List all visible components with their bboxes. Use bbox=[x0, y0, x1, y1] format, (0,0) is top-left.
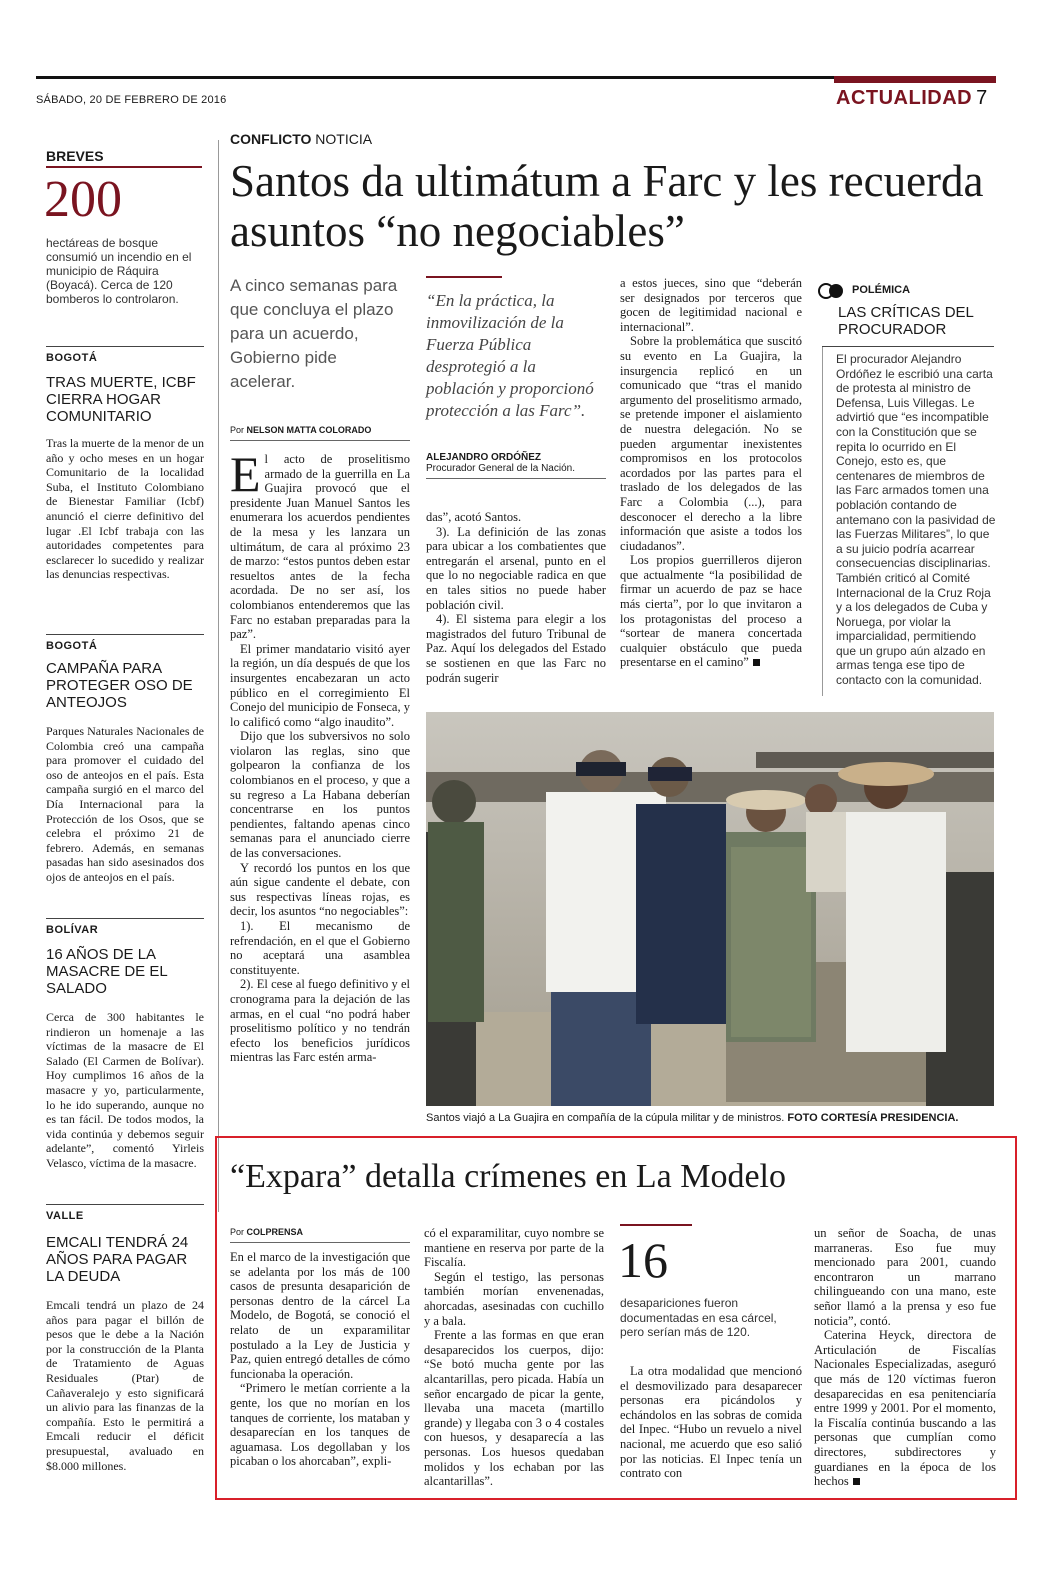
second-column-3 bbox=[620, 1364, 802, 1494]
brief-title: 16 AÑOS DE LA MASACRE DE EL SALADO bbox=[46, 946, 168, 997]
closing-text: Caterina Heyck, directora de Articulación de Fiscalías Nacionales Especializadas, aseguró que más de 120 víctimas fueron desaparecidas en esa penitenciaría entre 1999 y 2001. Por el momento, la Fiscalía continúa buscando a las personas que cumplían como directores, subdirectores y guardianes en la época de los hechos bbox=[814, 1328, 996, 1489]
article-paragraph: Según el testigo, las personas también morían envenenadas, ahorcadas, asesinadas con cuchillo y a bala. bbox=[424, 1269, 604, 1328]
end-mark bbox=[853, 1478, 860, 1485]
closing-text: Los propios guerrilleros dijeron que actualmente “la posibilidad de firmar un acuerdo de paz se hace más cierta”, por lo que invitaron a los protagonistas del proceso a “sortear de manera concertada cualquier obstáculo que pueda presentarse en el camino” bbox=[620, 553, 802, 670]
drop-cap: E bbox=[230, 452, 261, 502]
byline-rule bbox=[230, 1242, 410, 1243]
polemica-rule bbox=[822, 346, 994, 347]
quote-bottom-rule bbox=[426, 478, 606, 479]
quote-rule bbox=[426, 276, 502, 278]
caption-text: Santos viajó a La Guajira en compañía de la cúpula militar y de ministros. bbox=[426, 1112, 785, 1124]
article-paragraph: das”, acotó Santos. bbox=[426, 510, 522, 524]
polemica-label: POLÉMICA bbox=[852, 284, 911, 296]
brief-title: EMCALI TENDRÁ 24 AÑOS PARA PAGAR LA DEUDA bbox=[46, 1234, 189, 1285]
brief-title: CAMPAÑA PARA PROTEGER OSO DE ANTEOJOS bbox=[46, 660, 193, 711]
column-divider bbox=[218, 140, 219, 1212]
lead-text: l acto de proselitismo armado de la guerrilla en La Guajira provocó que el presidente Juan Manuel Santos les enumerara los acuerdos pendientes de la mesa y les lanzara un ultimátum, de cara al próximo 23 de marzo: “estos puntos deben estar resueltos antes de la fecha acordada. De no ser así, los colombianos entenderemos que las Farc no estaban preparadas para la paz”. bbox=[230, 452, 410, 642]
second-column-1 bbox=[230, 1250, 410, 1490]
brief-rule bbox=[46, 918, 204, 919]
brief-location: VALLE bbox=[46, 1210, 84, 1222]
brief-rule bbox=[46, 1204, 204, 1205]
kicker-topic: CONFLICTO bbox=[230, 131, 312, 147]
article-paragraph: “Primero le metían corriente a la gente, los que no morían en los tanques de corriente, los mataban y desaparecían en los tanques de aguamasa. Los degollaban y los picaban o los ahorcaban”, expli- bbox=[230, 1381, 410, 1469]
article-paragraph: 1). El mecanismo de refrendación, en el que el Gobierno no aceptará una asamblea constituyente. bbox=[230, 919, 410, 977]
article-paragraph: En el marco de la investigación que se adelanta por los más de 100 casos de presunta desaparición de personas dentro de la cárcel La Modelo, de Bogotá, se conoció el relato de un exparamilitar postulado a la Ley de Justicia y Paz, quien entregó detalles de cómo funcionaba la operación. bbox=[230, 1250, 410, 1381]
breves-big-number: 200 bbox=[44, 171, 122, 228]
article-paragraph: Y recordó los puntos en los que aún sigue candente el debate, con sus respectivas líneas rojas, es decir, los asuntos “no negociables”: bbox=[230, 860, 410, 919]
byline-prefix: Por bbox=[230, 425, 245, 435]
breves-rule bbox=[46, 166, 202, 168]
brief-body: Emcali tendrá un plazo de 24 años para pagar el billón de pesos que le debe a la Nación por la construcción de la Planta de Tratamiento de Aguas Residuales (Ptar) de Cañaveralejo y esto significará un alivio para las finanzas de la compañía. Esto le permitirá a Emcali reducir el déficit presupuestal, avaluado en $8.000 millones. bbox=[46, 1298, 204, 1473]
article-paragraph: La otra modalidad que mencionó el desmovilizado para desaparecer personas era picándolos y echándolos en las sobras de comida del Inpec. “Hubo un revuelo a nivel nacional, me acuerdo que eso salió por las noticias. El Inpec tenía un contrato con bbox=[620, 1364, 802, 1481]
photo-credit: FOTO CORTESÍA PRESIDENCIA. bbox=[787, 1112, 959, 1124]
polemica-body: El procurador Alejandro Ordóñez le escribió una carta de protesta al ministro de Defensa, Luis Villegas. Le advirtió que “es incompatible con la Constitución que se repita lo ocurrido en El Conejo, esto es, que centenares de miembros de las Farc armados tomen una población contando de antemano con la pasividad de las Fuerzas Militares”, lo que a su juicio podría acarrear consecuencias disciplinarias. También criticó al Comité Internacional de la Cruz Roja y a los delegados de Cuba y Noruega, por violar la imparcialidad, permitiendo que un grupo aún alzado en armas tenga ese tipo de contacto con la comunidad. bbox=[836, 352, 996, 688]
issue-date: SÁBADO, 20 DE FEBRERO DE 2016 bbox=[36, 94, 227, 106]
quote-role: Procurador General de la Nación. bbox=[426, 463, 575, 474]
brief-title: TRAS MUERTE, ICBF CIERRA HOGAR COMUNITARIO bbox=[46, 374, 196, 425]
section-name: ACTUALIDAD bbox=[836, 87, 973, 109]
page-number: 7 bbox=[976, 87, 988, 109]
fact-rule bbox=[620, 1224, 692, 1226]
article-lead-paragraph bbox=[230, 452, 410, 642]
brief-body: Parques Naturales Nacionales de Colombia creó una campaña para promover el cuidado del oso de anteojos en el país. Esta campaña surgió en el marco del Día Internacional para la Protección de los Osos, que se celebra el próximo 21 de febrero. Además, en semanas pasadas han sido asesinados dos ojos de anteojos en el país. bbox=[46, 724, 204, 884]
byline-author: NELSON MATTA COLORADO bbox=[246, 425, 372, 435]
article-paragraph: 2). El cese al fuego definitivo y el cronograma para la dejación de las armas, en el cual “no podrá haber proselitismo político y no tendrán efecto los beneficios jurídicos mientras las Farc estén arma- bbox=[230, 977, 410, 1065]
article-column-1 bbox=[230, 452, 410, 1122]
brief-rule bbox=[46, 346, 204, 347]
polemica-icon bbox=[818, 282, 844, 303]
second-column-2 bbox=[424, 1226, 604, 1492]
fact-text: desapariciones fueron documentadas en esa cárcel, pero serían más de 120. bbox=[620, 1296, 777, 1340]
article-paragraph: Sobre la problemática que suscitó su evento en La Guajira, la insurgencia replicó en un comunicado que “tras el manido argumento del proselitismo armado, se pretende imponer el aislamiento de nuestra delegación. No se pueden argumentar inexistentes compromisos en los protocolos acordados por las partes para el traslado de los delegados de las Farc a Colombia (...), para desconocer el derecho a la libre información que asiste a todos los ciudadanos”. bbox=[620, 334, 802, 553]
article-column-2 bbox=[426, 510, 606, 710]
brief-rule bbox=[46, 634, 204, 635]
article-paragraph: Dijo que los subversivos no solo violaron las reglas, sino que golpearon la confianza de los colombianos en el proceso, y que a su regreso a La Habana deberían concentrarse en los puntos pendientes, faltando apenas cinco semanas para el anunciado cierre de las conversaciones. bbox=[230, 729, 410, 861]
article-paragraph bbox=[620, 553, 802, 670]
byline-prefix: Por bbox=[230, 1227, 245, 1237]
photo-caption bbox=[426, 1112, 996, 1124]
fact-number: 16 bbox=[618, 1232, 668, 1288]
article-kicker bbox=[230, 131, 372, 147]
byline-author: COLPRENSA bbox=[246, 1227, 304, 1237]
second-headline: “Expara” detalla crímenes en La Modelo bbox=[230, 1158, 787, 1195]
brief-body: Tras la muerte de la menor de un año y ocho meses en un hogar Comunitario de la localidad Suba, el Instituto Colombiano de Bienestar Familiar (Icbf) anunció el cierre definitivo del lugar .El Icbf trabaja con las autoridades competentes para esclarecer lo sucedido y realizar las denuncias respectivas. bbox=[46, 436, 204, 582]
pull-quote: “En la práctica, la inmovilización de la Fuerza Pública desprotegió a la población y proporcionó protección a las Farc”. bbox=[426, 291, 594, 420]
second-column-4 bbox=[814, 1226, 996, 1496]
second-byline bbox=[230, 1227, 303, 1237]
byline bbox=[230, 425, 371, 435]
kicker-type: NOTICIA bbox=[315, 131, 373, 147]
article-paragraph: có el exparamilitar, cuyo nombre se mantiene en reserva por parte de la Fiscalía. bbox=[424, 1226, 604, 1270]
brief-location: BOGOTÁ bbox=[46, 352, 98, 364]
news-photo bbox=[426, 712, 994, 1106]
brief-body: Cerca de 300 habitantes le rindieron un homenaje a las víctimas de la masacre de El Salado (El Carmen de Bolívar). Hoy cumplimos 16 años de la masacre y yo, particularmente, lo he ido superando, aunque no es tan fácil. De todos modos, la vida continúa y debemos seguir adelante”, comentó Yirleis Velasco, víctima de la masacre. bbox=[46, 1010, 204, 1170]
article-deck: A cinco semanas para que concluya el plazo para un acuerdo, Gobierno pide acelerar. bbox=[230, 276, 398, 391]
article-paragraph: El primer mandatario visitó ayer la región, un día después de que los insurgentes encabezaran un acto público en el corregimiento El Conejo del municipio de Fonseca, y lo calificó como “algo inaudito”. bbox=[230, 641, 410, 729]
brief-location: BOGOTÁ bbox=[46, 640, 98, 652]
article-paragraph: 3). La definición de las zonas para ubicar a los combatientes que entregarán el arsenal, punto en el que lo no negociable radica en que en tales sitios no puede haber población civil. bbox=[426, 524, 606, 612]
quote-author: ALEJANDRO ORDÓÑEZ bbox=[426, 452, 542, 463]
section-color-bar bbox=[834, 76, 996, 83]
article-paragraph bbox=[814, 1328, 996, 1489]
end-mark bbox=[753, 659, 760, 666]
article-paragraph: un señor de Soacha, de unas marraneras. Eso fue muy mencionado para 2001, cuando encontraron un marrano chilingueando con una mano, este señor llamó a la prensa y eso fue noticia”, contó. bbox=[814, 1226, 996, 1328]
polemica-title: LAS CRÍTICAS DEL PROCURADOR bbox=[838, 304, 974, 338]
article-paragraph: a estos jueces, sino que “deberán ser designados por terceros que gocen de legitimidad nacional e internacional”. bbox=[620, 276, 802, 334]
article-paragraph: Frente a las formas en que eran desaparecidos los cuerpos, dijo: “Se botó mucha gente por las alcantarillas, pero picada. Había un señor encargado de picar la gente, llevaba una maceta (martillo grande) y llegaba con 3 o 4 costales con huesos, y desaparecía a las personas. Los huesos quedaban molidos y los echaban por las alcantarillas”. bbox=[424, 1328, 604, 1489]
main-headline: Santos da ultimátum a Farc y les recuerda asuntos “no negociables” bbox=[230, 156, 984, 256]
breves-label: BREVES bbox=[46, 148, 104, 164]
breves-text: hectáreas de bosque consumió un incendio en el municipio de Ráquira (Boyacá). Cerca de 120 bomberos lo controlaron. bbox=[46, 236, 192, 306]
byline-rule bbox=[230, 440, 410, 441]
sidebar-divider bbox=[822, 346, 823, 696]
brief-location: BOLÍVAR bbox=[46, 924, 99, 936]
article-column-3 bbox=[620, 276, 802, 700]
section-title bbox=[836, 87, 988, 110]
article-paragraph: 4). El sistema para elegir a los magistrados del futuro Tribunal de Paz. Aquí los delegados del Estado se sostienen en que las Farc no podrán sugerir bbox=[426, 612, 606, 685]
